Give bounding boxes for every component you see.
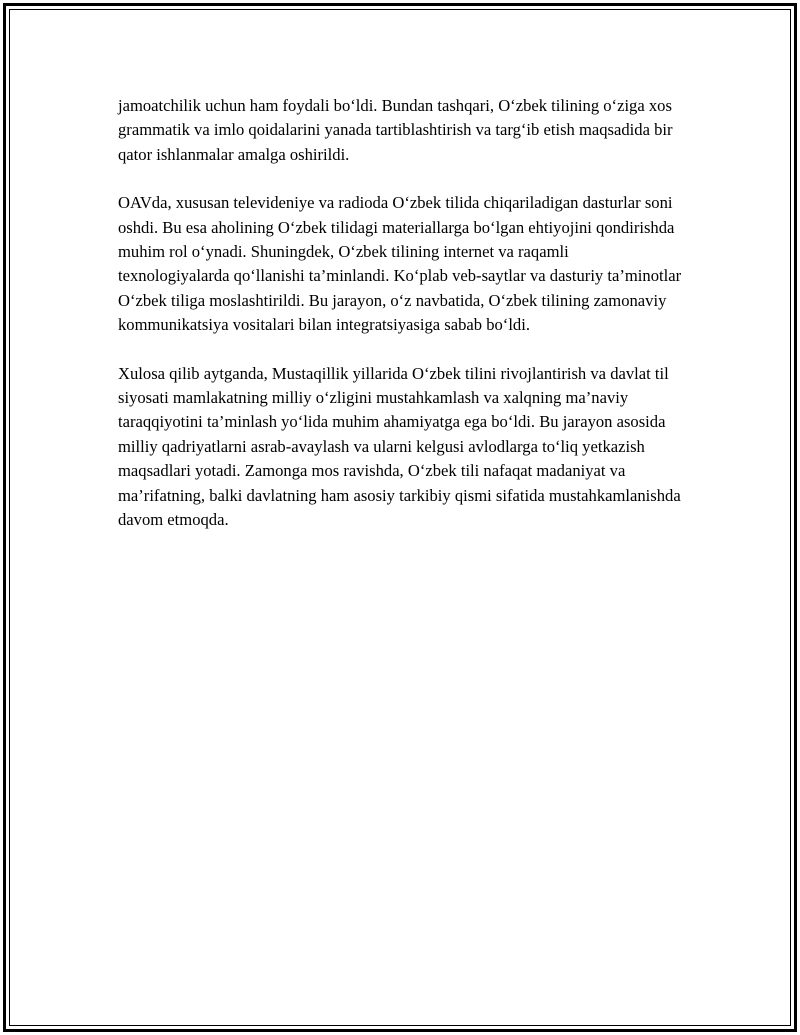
paragraph-2: OAVda, xususan televideniye va radioda O‘zbek tilida chiqariladigan dasturlar soni oshdi. Bu esa aholining O‘zbek tilidagi materiallarga bo‘lgan ehtiyojini qondirishda muhim rol o‘ynadi. Shuningdek, O‘zbek tilining internet va raqamli texnologiyalarda qo‘llanishi ta’minlandi. Ko‘plab veb-saytlar va dasturiy ta’minotlar O‘zbek tiliga moslashtirildi. Bu jarayon, o‘z navbatida, O‘zbek tilining zamonaviy kommunikatsiya vositalari bilan integratsiyasiga sabab bo‘ldi. (118, 193, 682, 335)
paragraph-1: jamoatchilik uchun ham foydali bo‘ldi. Bundan tashqari, O‘zbek tilining o‘ziga xos grammatik va imlo qoidalarini yanada tartiblashtirish va targ‘ib etish maqsadida bir qator ishlanmalar amalga oshirildi. (118, 96, 673, 164)
document-body (118, 94, 684, 557)
paragraph-3: Xulosa qilib aytganda, Mustaqillik yillarida O‘zbek tilini rivojlantirish va davlat til siyosati mamlakatning milliy o‘zligini mustahkamlash va xalqning ma’naviy taraqqiyotini ta’minlash yo‘lida muhim ahamiyatga ega bo‘ldi. Bu jarayon asosida milliy qadriyatlarni asrab-avaylash va ularni kelgusi avlodlarga to‘liq yetkazish maqsadlari yotadi. Zamonga mos ravishda, O‘zbek tili nafaqat madaniyat va ma’rifatning, balki davlatning ham asosiy tarkibiy qismi sifatida mustahkamlanishda davom etmoqda. (118, 363, 681, 530)
